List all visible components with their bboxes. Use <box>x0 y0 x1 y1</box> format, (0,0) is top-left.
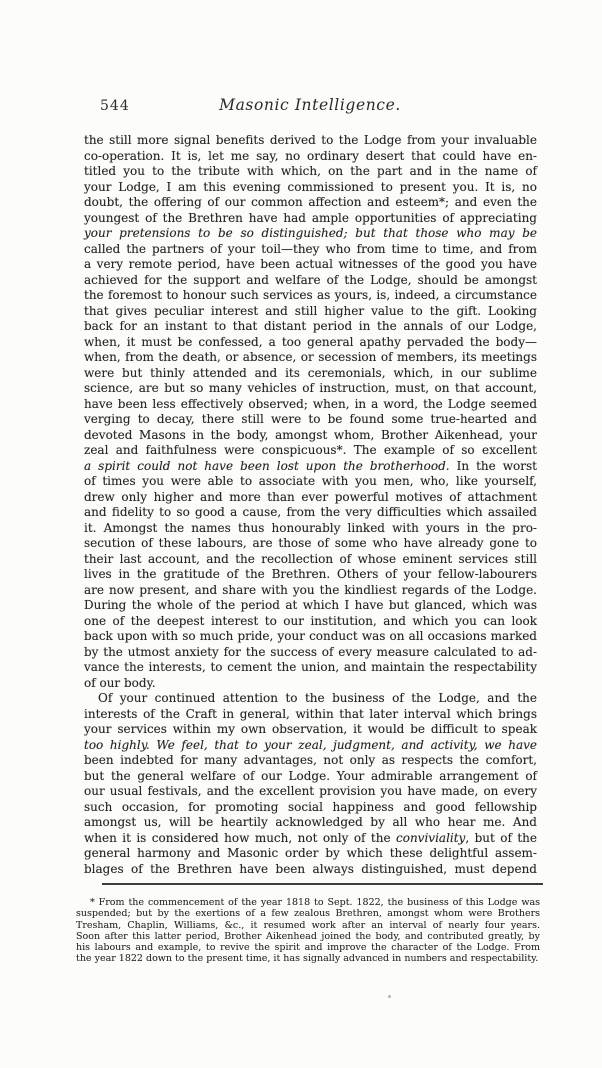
body-line: when, it must be confessed, a too general apathy pervaded the body— <box>84 334 537 349</box>
body-line: our usual festivals, and the excellent provision you have made, on every <box>84 784 537 798</box>
body-line: of times you were able to associate with you men, who, like yourself, <box>84 474 537 488</box>
scan-speck <box>388 995 391 998</box>
body-line: of our body. <box>84 675 156 690</box>
body-line: a very remote period, have been actual witnesses of the good you have <box>84 257 537 271</box>
body-line: achieved for the support and welfare of the Lodge, should be amongst <box>84 272 537 287</box>
running-title: Masonic Intelligence. <box>219 96 401 114</box>
body-line: when, from the death, or absence, or secession of members, its meetings <box>84 350 537 364</box>
footnote-line: * From the commencement of the year 1818 to Sept. 1822, the business of this Lodge was <box>90 897 540 908</box>
body-line: the still more signal benefits derived to the Lodge from your invaluable <box>84 133 537 147</box>
page-number: 544 <box>100 98 130 114</box>
body-line: amongst us, will be heartily acknowledged by all who hear me. And <box>84 815 537 829</box>
body-line: it. Amongst the names thus honourably linked with yours in the pro- <box>84 520 537 535</box>
body-line: During the whole of the period at which I have but glanced, which was <box>84 598 537 612</box>
body-line: were but thinly attended and its ceremonials, which, in our sublime <box>84 365 537 380</box>
body-line: have been less effectively observed; when, in a word, the Lodge seemed <box>84 396 537 411</box>
body-line: their last account, and the recollection of whose eminent services still <box>84 551 537 566</box>
body-line: drew only higher and more than ever powerful motives of attachment <box>84 489 537 504</box>
body-text <box>84 133 537 877</box>
body-line: co-operation. It is, let me say, no ordinary desert that could have en- <box>84 148 537 163</box>
body-line: zeal and faithfulness were conspicuous*. The example of so excellent <box>84 443 537 457</box>
body-line: and fidelity to so good a cause, from the very difficulties which assailed <box>84 505 537 519</box>
body-line: lives in the gratitude of the Brethren. Others of your fellow-labourers <box>84 567 537 581</box>
body-line: titled you to the tribute with which, on the part and in the name of <box>84 164 537 178</box>
body-line: blages of the Brethren have been always distinguished, must depend <box>84 861 537 876</box>
footnote-line: his labours and example, to revive the spirit and improve the character of the Lodge. From <box>76 942 540 954</box>
body-line: your Lodge, I am this evening commissioned to present you. It is, no <box>84 179 537 194</box>
body-line: been indebted for many advantages, not only as respects the comfort, <box>84 753 537 767</box>
body-line: vance the interests, to cement the union, and maintain the respectability <box>84 660 537 674</box>
footnote-divider <box>102 883 543 885</box>
body-line: devoted Masons in the body, amongst whom, Brother Aikenhead, your <box>84 427 537 442</box>
body-line: when it is considered how much, not only of the conviviality, but of the <box>84 830 537 845</box>
footnote-line: Soon after this latter period, Brother Aikenhead joined the body, and contributed greatly, by <box>76 930 540 942</box>
body-line: the foremost to honour such services as yours, is, indeed, a circumstance <box>84 288 537 302</box>
footnote-line: Tresham, Chaplin, Williams, &c., it resumed work after an interval of nearly four years. <box>76 919 540 931</box>
body-line: youngest of the Brethren have had ample opportunities of appreciating <box>84 210 537 225</box>
body-line: are now present, and share with you the kindliest regards of the Lodge. <box>84 582 537 597</box>
body-line: back upon with so much pride, your conduct was on all occasions marked <box>84 629 537 643</box>
body-line: interests of the Craft in general, within that later interval which brings <box>84 706 537 721</box>
body-line: one of the deepest interest to our institution, and which you can look <box>84 613 537 628</box>
body-line: a spirit could not have been lost upon the brotherhood. In the worst <box>84 458 537 473</box>
page-header <box>0 98 602 122</box>
body-line: general harmony and Masonic order by which these delightful assem- <box>84 846 537 860</box>
body-line: science, are but so many vehicles of instruction, must, on that account, <box>84 381 537 395</box>
footnote-line: suspended; but by the exertions of a few zealous Brethren, amongst whom were Brothers <box>76 908 540 920</box>
body-line: but the general welfare of our Lodge. Your admirable arrangement of <box>84 768 537 783</box>
body-line: by the utmost anxiety for the success of every measure calculated to ad- <box>84 644 537 659</box>
body-line: verging to decay, there still were to be found some true-hearted and <box>84 412 537 426</box>
body-line: back for an instant to that distant period in the annals of our Lodge, <box>84 319 537 333</box>
body-line: your services within my own observation, it would be difficult to speak <box>84 722 537 736</box>
body-line: Of your continued attention to the business of the Lodge, and the <box>98 691 537 705</box>
body-line: called the partners of your toil—they who from time to time, and from <box>84 241 537 256</box>
body-line: that gives peculiar interest and still higher value to the gift. Looking <box>84 303 537 318</box>
footnote-line: the year 1822 down to the present time, it has signally advanced in numbers and respectability. <box>76 953 539 965</box>
body-line: too highly. We feel, that to your zeal, judgment, and activity, we have <box>84 737 537 752</box>
body-line: doubt, the offering of our common affection and esteem*; and even the <box>84 195 537 209</box>
footnote-text <box>76 897 540 965</box>
body-line: such occasion, for promoting social happiness and good fellowship <box>84 799 537 814</box>
body-line: your pretensions to be so distinguished; but that those who may be <box>84 226 537 240</box>
body-line: secution of these labours, are those of some who have already gone to <box>84 536 537 550</box>
